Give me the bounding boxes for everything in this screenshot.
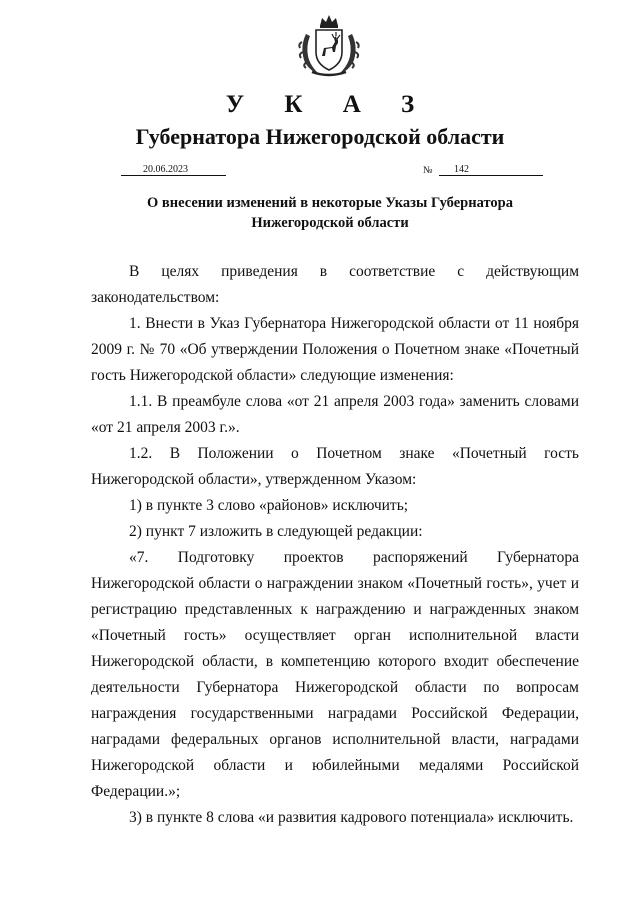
body-paragraph-item-1: 1. Внести в Указ Губернатора Нижегородской области от 11 ноября 2009 г. № 70 «Об утверждении Положения о Почетном знаке «Почетный гость Нижегородской области» следующие изменения: bbox=[91, 315, 579, 384]
coat-of-arms-icon bbox=[298, 12, 360, 80]
document-type-heading: У К А З bbox=[225, 91, 432, 118]
body-paragraph-subitem-1: 1) в пункте 3 слово «районов» исключить; bbox=[129, 497, 409, 514]
body-paragraph-subitem-2: 2) пункт 7 изложить в следующей редакции: bbox=[129, 523, 423, 540]
number-label: № bbox=[423, 165, 433, 176]
decree-subject bbox=[120, 193, 540, 233]
body-paragraph-item-1-2: 1.2. В Положении о Почетном знаке «Почетный гость Нижегородской области», утвержденном Указом: bbox=[91, 445, 579, 488]
decree-number: 142 bbox=[439, 163, 543, 176]
subject-line-2: Нижегородской области bbox=[251, 215, 409, 231]
decree-date: 20.06.2023 bbox=[121, 163, 226, 176]
body-paragraph-quoted-item-7: «7. Подготовку проектов распоряжений Губернатора Нижегородской области о награждении знаком «Почетный гость», учет и регистрацию представленных к награждению и награжденных знаком «Почетный гость» осуществляет орган исполнительной власти Нижегородской области, в компетенцию которого входит обеспечение деятельности Губернатора Нижегородской области по вопросам награждения государственными наградами Российской Федерации, наградами федеральных органов исполнительной власти, наградами Нижегородской области и юбилейными медалями Российской Федерации.»; bbox=[91, 549, 579, 800]
body-paragraph-item-1-1: 1.1. В преамбуле слова «от 21 апреля 2003 года» заменить словами «от 21 апреля 2003 г.». bbox=[91, 393, 579, 436]
subject-line-1: О внесении изменений в некоторые Указы Губернатора bbox=[147, 195, 513, 211]
body-paragraph-subitem-3: 3) в пункте 8 слова «и развития кадрового потенциала» исключить. bbox=[129, 809, 574, 826]
body-paragraph-preamble: В целях приведения в соответствие с действующим законодательством: bbox=[91, 263, 579, 306]
decree-body bbox=[91, 259, 579, 831]
issuer-heading: Губернатора Нижегородской области bbox=[135, 124, 505, 149]
